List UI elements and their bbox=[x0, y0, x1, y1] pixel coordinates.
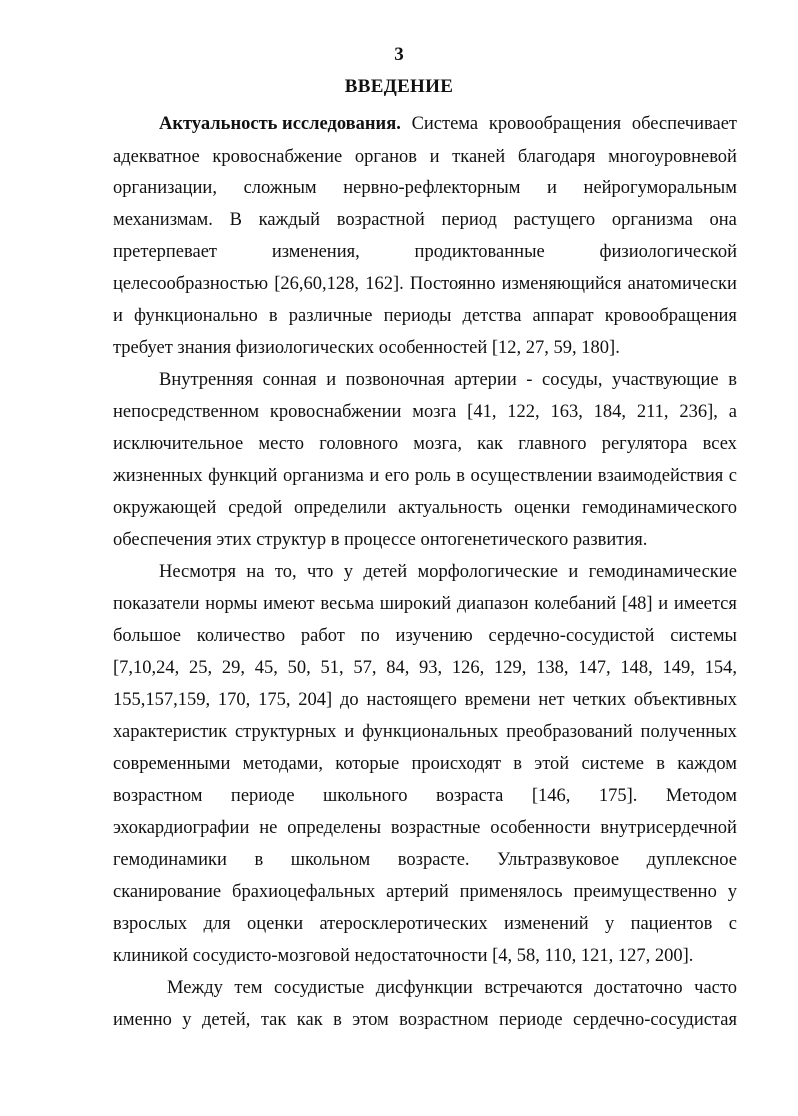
text-word: в bbox=[728, 370, 737, 390]
text-word: с bbox=[728, 914, 737, 934]
text-word: у bbox=[727, 882, 737, 902]
text-word: морфологические bbox=[417, 562, 558, 582]
text-word: кровообращения bbox=[488, 114, 622, 134]
para3-line13: клиникой сосудисто-мозговой недостаточности [4, 58, 110, 121, 127, 200]. bbox=[113, 946, 694, 966]
text-word: 29, bbox=[221, 658, 246, 678]
text-word: по bbox=[360, 626, 380, 646]
text-word: современными bbox=[113, 754, 231, 774]
text-word: определили bbox=[294, 498, 387, 518]
text-word: изучению bbox=[395, 626, 473, 646]
text-word: системе bbox=[581, 754, 644, 774]
text-word: достаточно bbox=[594, 978, 683, 998]
text-word: диапазон bbox=[456, 594, 529, 614]
text-word: 122, bbox=[507, 402, 540, 422]
text-word: благодаря bbox=[517, 147, 596, 167]
text-word: [7,10,24, bbox=[113, 658, 180, 678]
text-word: взрослых bbox=[113, 914, 188, 934]
para2-line6: обеспечения этих структур в процессе онтогенетического развития. bbox=[113, 530, 648, 550]
text-word: осуществлении bbox=[470, 466, 593, 486]
text-word: полученных bbox=[640, 722, 737, 742]
text-word: она bbox=[709, 210, 737, 230]
text-word: школьном bbox=[290, 850, 371, 870]
text-word: артерий bbox=[386, 882, 449, 902]
text-word: всех bbox=[702, 434, 737, 454]
para1-line2 bbox=[113, 145, 737, 169]
text-word: В bbox=[229, 210, 242, 230]
para1-lead-bold: Актуальность исследования. bbox=[159, 114, 401, 134]
text-word: тем bbox=[234, 978, 263, 998]
text-word: период bbox=[441, 210, 497, 230]
text-word: Ультразвуковое bbox=[497, 850, 620, 870]
para1-line4 bbox=[113, 208, 737, 232]
text-word: 154, bbox=[704, 658, 737, 678]
text-word: и bbox=[547, 178, 557, 198]
text-word: нервно-рефлекторным bbox=[343, 178, 521, 198]
text-word: сонная bbox=[262, 370, 317, 390]
text-word: преимущественно bbox=[573, 882, 717, 902]
text-word: в bbox=[333, 1010, 342, 1030]
text-word: и bbox=[369, 466, 380, 486]
text-word: организации, bbox=[113, 178, 217, 198]
para3-line2 bbox=[113, 592, 737, 616]
text-word: 170, bbox=[217, 690, 251, 710]
para4-line2 bbox=[113, 1008, 737, 1032]
text-word: 147, bbox=[578, 658, 611, 678]
text-word: 50, bbox=[287, 658, 311, 678]
text-word: позвоночная bbox=[345, 370, 445, 390]
text-word: каждом bbox=[677, 754, 737, 774]
text-word: 84, bbox=[386, 658, 410, 678]
text-word: дуплексное bbox=[646, 850, 737, 870]
text-word: 175]. bbox=[598, 786, 638, 806]
text-word: применялось bbox=[459, 882, 563, 902]
text-word: многоуровневой bbox=[608, 147, 737, 167]
text-word: что bbox=[306, 562, 334, 582]
text-word: [41, bbox=[467, 402, 497, 422]
para1-line3 bbox=[113, 176, 737, 200]
text-word: функциональных bbox=[362, 722, 499, 742]
text-word: как bbox=[477, 434, 504, 454]
para2-line2 bbox=[113, 400, 737, 424]
text-word: адекватное bbox=[113, 147, 200, 167]
text-word: 129, bbox=[494, 658, 527, 678]
text-word: у bbox=[343, 562, 353, 582]
text-word: аппарат bbox=[532, 306, 594, 326]
para3-line1 bbox=[159, 560, 737, 584]
text-word: исключительное bbox=[113, 434, 244, 454]
text-word: и bbox=[326, 370, 337, 390]
text-word: 149, bbox=[662, 658, 695, 678]
text-word: его bbox=[384, 466, 410, 486]
text-word: часто bbox=[694, 978, 737, 998]
text-word: сосудистые bbox=[273, 978, 365, 998]
text-word: системы bbox=[670, 626, 737, 646]
text-word: головного bbox=[319, 434, 399, 454]
text-word: изменения, bbox=[271, 242, 360, 262]
text-word: на bbox=[246, 562, 265, 582]
text-word: детства bbox=[462, 306, 522, 326]
text-word: школьного bbox=[323, 786, 408, 806]
text-word: мозга, bbox=[413, 434, 462, 454]
text-word: этом bbox=[352, 1010, 389, 1030]
text-word: настоящего bbox=[366, 690, 457, 710]
text-word: 162]. bbox=[365, 274, 404, 294]
text-word: органов bbox=[354, 147, 417, 167]
para2-line1 bbox=[159, 368, 737, 392]
text-word: актуальность bbox=[398, 498, 503, 518]
text-word: оценки bbox=[514, 498, 571, 518]
text-word: так bbox=[260, 1010, 287, 1030]
text-word: 138, bbox=[536, 658, 569, 678]
para3-line10 bbox=[113, 848, 737, 872]
para3-line11 bbox=[113, 880, 737, 904]
text-word: детей bbox=[363, 562, 408, 582]
text-word: до bbox=[339, 690, 359, 710]
text-word: Постоянно bbox=[409, 274, 496, 294]
text-word: Система bbox=[411, 114, 479, 134]
text-word: периоде bbox=[230, 786, 295, 806]
text-word: взаимодействия bbox=[597, 466, 724, 486]
text-word: [26,60,128, bbox=[274, 274, 360, 294]
para1-line8: требует знания физиологических особенностей [12, 27, 59, 180]. bbox=[113, 338, 620, 358]
text-word: оценки bbox=[246, 914, 304, 934]
text-word: 25, bbox=[189, 658, 213, 678]
text-word: этой bbox=[534, 754, 570, 774]
text-word: обеспечивает bbox=[631, 114, 737, 134]
text-word: механизмам. bbox=[113, 210, 213, 230]
text-word: организма bbox=[282, 466, 364, 486]
text-word: 236], bbox=[679, 402, 718, 422]
text-word: гемодинамические bbox=[588, 562, 737, 582]
text-word: внутрисердечной bbox=[600, 818, 737, 838]
text-word: методами, bbox=[242, 754, 323, 774]
text-word: происходят bbox=[411, 754, 502, 774]
text-word: у bbox=[604, 914, 615, 934]
text-word: в bbox=[268, 306, 278, 326]
text-word: продиктованные bbox=[414, 242, 545, 262]
text-word: Несмотря bbox=[159, 562, 237, 582]
text-word: эхокардиографии bbox=[113, 818, 250, 838]
page-number: 3 bbox=[394, 44, 404, 65]
text-word: мозга bbox=[412, 402, 457, 422]
text-word: окружающей bbox=[113, 498, 217, 518]
text-word: возрастной bbox=[336, 210, 425, 230]
para3-line6 bbox=[113, 720, 737, 744]
text-word: Методом bbox=[665, 786, 737, 806]
text-word: нормы bbox=[205, 594, 258, 614]
text-word: именно bbox=[113, 1010, 172, 1030]
para3-line8 bbox=[113, 784, 737, 808]
text-word: регулятора bbox=[601, 434, 688, 454]
text-word: функционально bbox=[134, 306, 258, 326]
para1-line6 bbox=[113, 272, 737, 296]
text-word: 211, bbox=[636, 402, 669, 422]
text-word: [146, bbox=[531, 786, 571, 806]
text-word: гемодинамического bbox=[582, 498, 737, 518]
text-word: дисфункции bbox=[375, 978, 473, 998]
text-word: структурных bbox=[234, 722, 337, 742]
text-word: роль bbox=[414, 466, 451, 486]
text-word: гемодинамики bbox=[113, 850, 227, 870]
text-word: сложным bbox=[243, 178, 317, 198]
text-word: непосредственном bbox=[113, 402, 260, 422]
text-word: целесообразностью bbox=[113, 274, 269, 294]
text-word: преобразований bbox=[506, 722, 633, 742]
text-word: у bbox=[182, 1010, 192, 1030]
text-word: возрастном bbox=[113, 786, 203, 806]
text-word: в bbox=[513, 754, 523, 774]
text-word: Внутренняя bbox=[159, 370, 254, 390]
text-word: и bbox=[658, 594, 669, 614]
text-word: нет bbox=[538, 690, 565, 710]
para1-line7 bbox=[113, 304, 737, 328]
text-word: кровоснабжении bbox=[269, 402, 402, 422]
text-word: имеют bbox=[263, 594, 315, 614]
text-word: растущего bbox=[513, 210, 596, 230]
para3-line9 bbox=[113, 816, 737, 840]
text-word: 45, bbox=[254, 658, 278, 678]
text-word: изменений bbox=[503, 914, 589, 934]
text-word: весьма bbox=[320, 594, 375, 614]
text-word: четких bbox=[572, 690, 627, 710]
text-word: каждый bbox=[258, 210, 321, 230]
text-word: организма bbox=[611, 210, 693, 230]
text-word: различные bbox=[288, 306, 373, 326]
text-word: сердечно-сосудистой bbox=[488, 626, 655, 646]
text-word: и bbox=[568, 562, 579, 582]
text-word: колебаний bbox=[534, 594, 617, 614]
para1-line5 bbox=[113, 240, 737, 264]
text-word: участвующие bbox=[612, 370, 719, 390]
para3-line4 bbox=[113, 656, 737, 680]
text-word: особенности bbox=[490, 818, 591, 838]
text-word: - bbox=[526, 370, 533, 390]
text-word: возрастные bbox=[390, 818, 481, 838]
text-word: большое bbox=[113, 626, 182, 646]
text-word: возрасте. bbox=[397, 850, 470, 870]
text-word: 51, bbox=[320, 658, 344, 678]
text-word: 184, bbox=[593, 402, 627, 422]
text-word: возраста bbox=[436, 786, 504, 806]
para2-line5 bbox=[113, 496, 737, 520]
text-word: 148, bbox=[620, 658, 653, 678]
text-word: для bbox=[203, 914, 231, 934]
para3-line12 bbox=[113, 912, 737, 936]
text-word: в bbox=[456, 466, 465, 486]
para3-line5 bbox=[113, 688, 737, 712]
text-word: 93, bbox=[419, 658, 443, 678]
text-word: функций bbox=[208, 466, 278, 486]
text-word: 163, bbox=[550, 402, 583, 422]
text-word: детей, bbox=[201, 1010, 251, 1030]
para1-line1 bbox=[159, 112, 737, 136]
text-word: объективных bbox=[633, 690, 737, 710]
text-word: сердечно-сосудистая bbox=[573, 1010, 737, 1030]
text-word: изменяющийся bbox=[501, 274, 622, 294]
text-word: периоде bbox=[498, 1010, 563, 1030]
para3-line3 bbox=[113, 624, 737, 648]
text-word: а bbox=[728, 402, 737, 422]
text-word: определены bbox=[287, 818, 382, 838]
text-word: с bbox=[728, 466, 737, 486]
text-word: возрастном bbox=[399, 1010, 489, 1030]
text-word: в bbox=[656, 754, 665, 774]
para3-line7 bbox=[113, 752, 737, 776]
text-word: периоды bbox=[383, 306, 452, 326]
text-word: имеется bbox=[673, 594, 737, 614]
text-word: и bbox=[344, 722, 355, 742]
para2-line4 bbox=[113, 464, 737, 488]
text-word: брахиоцефальных bbox=[232, 882, 376, 902]
text-word: характеристик bbox=[113, 722, 228, 742]
text-word: Между bbox=[167, 978, 223, 998]
text-word: физиологической bbox=[599, 242, 737, 262]
text-word: работ bbox=[300, 626, 345, 646]
text-word: 126, bbox=[451, 658, 485, 678]
text-word: главного bbox=[518, 434, 587, 454]
text-word: 175, bbox=[258, 690, 291, 710]
text-word: то, bbox=[274, 562, 297, 582]
text-word: количество bbox=[196, 626, 286, 646]
text-word: кровоснабжение bbox=[212, 147, 343, 167]
text-word: времени bbox=[464, 690, 531, 710]
text-word: [48] bbox=[621, 594, 653, 614]
text-word: которые bbox=[335, 754, 400, 774]
text-word: не bbox=[259, 818, 278, 838]
text-word: претерпевает bbox=[113, 242, 218, 262]
text-word: и bbox=[113, 306, 123, 326]
text-word: атеросклеротических bbox=[319, 914, 488, 934]
text-word: 204] bbox=[298, 690, 333, 710]
para2-line3 bbox=[113, 432, 737, 456]
text-word: пациентов bbox=[630, 914, 713, 934]
para4-line1 bbox=[167, 976, 737, 1000]
text-word: в bbox=[254, 850, 264, 870]
text-word: встречаются bbox=[484, 978, 583, 998]
page-title: ВВЕДЕНИЕ bbox=[344, 76, 454, 97]
text-word: средой bbox=[228, 498, 283, 518]
text-word: кровообращения bbox=[604, 306, 737, 326]
text-word: сканирование bbox=[113, 882, 222, 902]
text-word: 57, bbox=[353, 658, 377, 678]
text-word: показатели bbox=[113, 594, 200, 614]
text-word: широкий bbox=[379, 594, 452, 614]
text-word: тканей bbox=[452, 147, 506, 167]
text-word: жизненных bbox=[113, 466, 203, 486]
text-word: анатомически bbox=[627, 274, 737, 294]
text-word: 155,157,159, bbox=[113, 690, 211, 710]
text-word: артерии bbox=[454, 370, 517, 390]
text-word: сосуды, bbox=[542, 370, 603, 390]
text-word: нейрогуморальным bbox=[583, 178, 737, 198]
text-word: и bbox=[429, 147, 440, 167]
text-word: место bbox=[258, 434, 305, 454]
text-word: как bbox=[296, 1010, 323, 1030]
